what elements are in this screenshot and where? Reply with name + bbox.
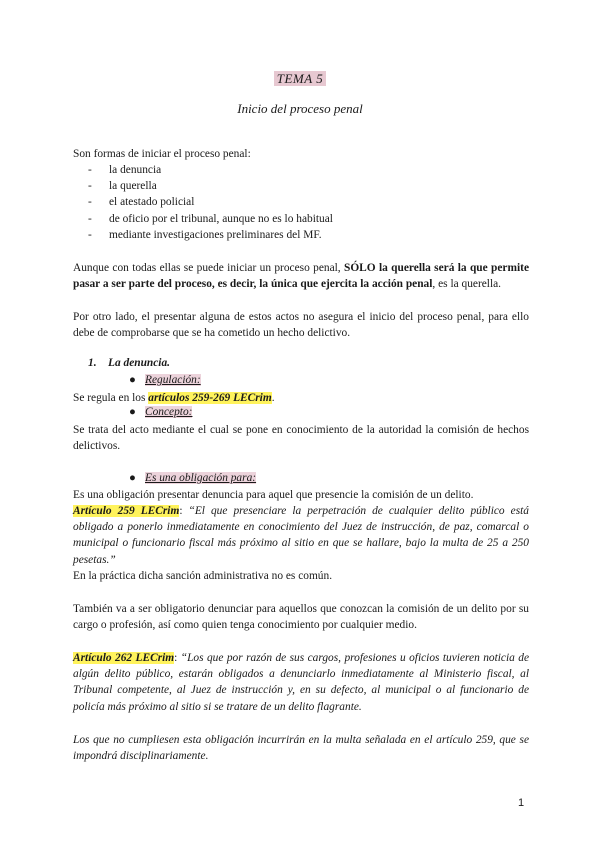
tambien-paragraph: También va a ser obligatorio denunciar para aquellos que conozcan la comisión de un delito por su cargo o profesión, así como quien tenga conocimiento por cualquier medio.: [73, 603, 529, 632]
topic-label: TEMA 5: [274, 71, 326, 86]
highlight-articulos: artículos 259-269 LECrim: [148, 392, 272, 404]
page-title: Inicio del proceso penal: [237, 101, 363, 116]
articulo-259-quote: Artículo 259 LECrim: “El que presenciare la perpetración de cualquier delito público está obligado a ponerlo inmediatamente en conocimiento del Juez de instrucción, de paz, comarcal o municipal o funcionario fiscal más próximo al sitio en que se hallare, bajo la multa de 25 a 250 pesetas.”: [73, 505, 529, 566]
list-item: - de oficio por el tribunal, aunque no es lo habitual: [88, 212, 333, 225]
list-item: - la denuncia: [88, 164, 162, 176]
topic-heading: [0, 71, 600, 87]
page-number: 1: [518, 797, 525, 809]
articulo-262-quote: Artículo 262 LECrim: “Los que por razón de sus cargos, profesiones u oficios tuvieren noticia de algún delito público, estarán obligados a denunciarlo inmediatamente al Ministerio fiscal, al Tribunal competente, al Juez de instrucción y, en su defecto, al municipal o al funcionario de policía más próximo al sitio si se tratare de un delito flagrante.: [73, 652, 529, 713]
obligacion-text: Es una obligación presentar denuncia para aquel que presencie la comisión de un delito.: [73, 489, 474, 501]
bullet-regulacion: ● Regulación:: [129, 374, 201, 386]
regulacion-text: Se regula en los artículos 259-269 LECrim.: [73, 392, 275, 404]
querella-paragraph: Aunque con todas ellas se puede iniciar un proceso penal, SÓLO la querella será la que permite pasar a ser parte del proceso, es decir, la única que ejercita la acción penal, es la querella.: [73, 262, 529, 291]
list-item: - la querella: [88, 180, 157, 193]
list-item: - el atestado policial: [88, 196, 195, 209]
section-heading-denuncia: 1. La denuncia.: [88, 357, 171, 369]
practica-text: En la práctica dicha sanción administrativa no es común.: [73, 570, 333, 582]
hecho-delictivo-paragraph: Por otro lado, el presentar alguna de estos actos no asegura el inicio del proceso penal, para ello debe de comprobarse que se ha cometido un hecho delictivo.: [73, 311, 529, 340]
list-item: - mediante investigaciones preliminares del MF.: [88, 228, 322, 241]
highlight-art-259: Artículo 259 LECrim: [73, 505, 180, 517]
highlight-art-262: Artículo 262 LECrim: [73, 652, 175, 664]
start-methods-list: [88, 162, 333, 243]
articulo-262-second: Los que no cumpliesen esta obligación incurrirán en la multa señalada en el artículo 259, que se impondrá disciplinariamente.: [73, 734, 529, 763]
bullet-obligacion: ● Es una obligación para:: [129, 472, 257, 484]
bullet-concepto: ● Concepto:: [129, 406, 193, 418]
concepto-text: Se trata del acto mediante el cual se pone en conocimiento de la autoridad la comisión de hechos delictivos.: [73, 424, 529, 453]
intro-lead: Son formas de iniciar el proceso penal:: [73, 148, 251, 160]
